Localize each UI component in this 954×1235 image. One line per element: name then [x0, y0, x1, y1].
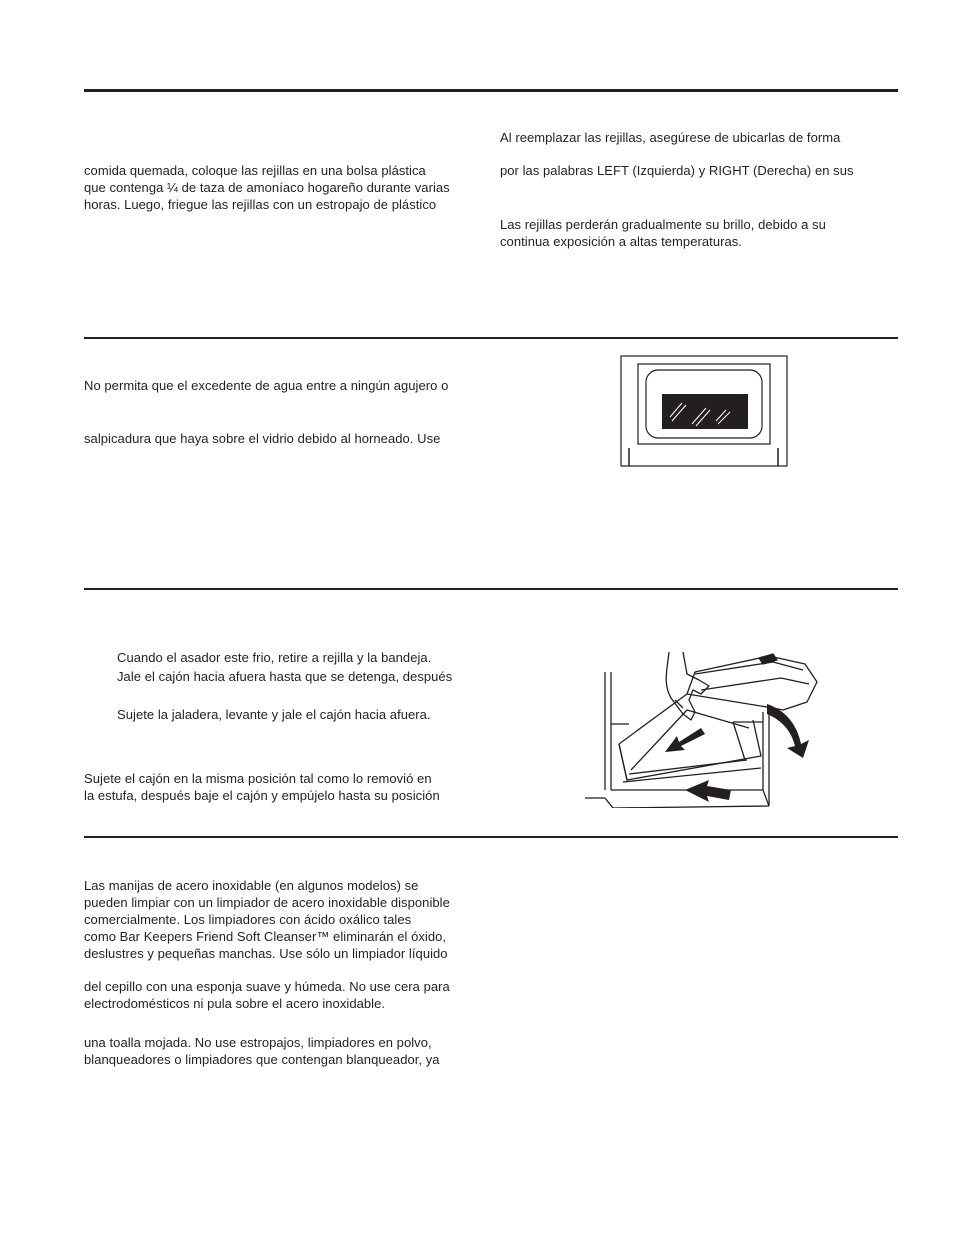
broiler-drawer-removal-icon	[583, 650, 823, 808]
steel-text-line: blanqueadores o limpiadores que contengan blanqueador, ya	[84, 1052, 440, 1067]
drawer-step-line: Sujete la jaladera, levante y jale el cajón hacia afuera.	[117, 707, 431, 722]
racks-right-line: continua exposición a altas temperaturas.	[500, 234, 742, 249]
steel-text-line: comercialmente. Los limpiadores con ácido oxálico tales	[84, 912, 412, 927]
pull-arrow-icon	[665, 728, 705, 752]
steel-text-line: deslustres y pequeñas manchas. Use sólo un limpiador líquido	[84, 946, 448, 961]
glass-text-line: No permita que el excedente de agua entre a ningún agujero o	[84, 378, 449, 393]
racks-left-line: que contenga ¼ de taza de amoníaco hogareño durante varias	[84, 180, 450, 195]
steel-text-line: una toalla mojada. No use estropajos, limpiadores en polvo,	[84, 1035, 432, 1050]
drawer-replace-line: Sujete el cajón en la misma posición tal como lo removió en	[84, 771, 432, 786]
steel-text-line: pueden limpiar con un limpiador de acero inoxidable disponible	[84, 895, 450, 910]
push-arrow-icon	[685, 780, 731, 802]
section-rule-racks	[84, 89, 898, 92]
drawer-step-line: Jale el cajón hacia afuera hasta que se detenga, después	[117, 669, 453, 684]
oven-door-window-icon	[620, 355, 790, 468]
steel-text-line: del cepillo con una esponja suave y húmeda. No use cera para	[84, 979, 450, 994]
racks-left-line: comida quemada, coloque las rejillas en una bolsa plástica	[84, 163, 426, 178]
steel-text-line: como Bar Keepers Friend Soft Cleanser™ eliminarán el óxido,	[84, 929, 447, 944]
glass-text-line: salpicadura que haya sobre el vidrio debido al horneado. Use	[84, 431, 441, 446]
drawer-replace-line: la estufa, después baje el cajón y empújelo hasta su posición	[84, 788, 440, 803]
lower-arrow-icon	[767, 704, 809, 758]
steel-text-line: electrodomésticos ni pula sobre el acero inoxidable.	[84, 996, 386, 1011]
section-rule-steel	[84, 836, 898, 838]
section-rule-drawer	[84, 588, 898, 590]
drawer-step-line: Cuando el asador este frio, retire a rejilla y la bandeja.	[117, 650, 432, 665]
racks-left-line: horas. Luego, friegue las rejillas con un estropajo de plástico	[84, 197, 437, 212]
racks-right-line: Al reemplazar las rejillas, asegúrese de ubicarlas de forma	[500, 130, 841, 145]
section-rule-glass	[84, 337, 898, 339]
racks-right-line: Las rejillas perderán gradualmente su brillo, debido a su	[500, 217, 826, 232]
racks-right-line: por las palabras LEFT (Izquierda) y RIGHT (Derecha) en sus	[500, 163, 854, 178]
steel-text-line: Las manijas de acero inoxidable (en algunos modelos) se	[84, 878, 419, 893]
